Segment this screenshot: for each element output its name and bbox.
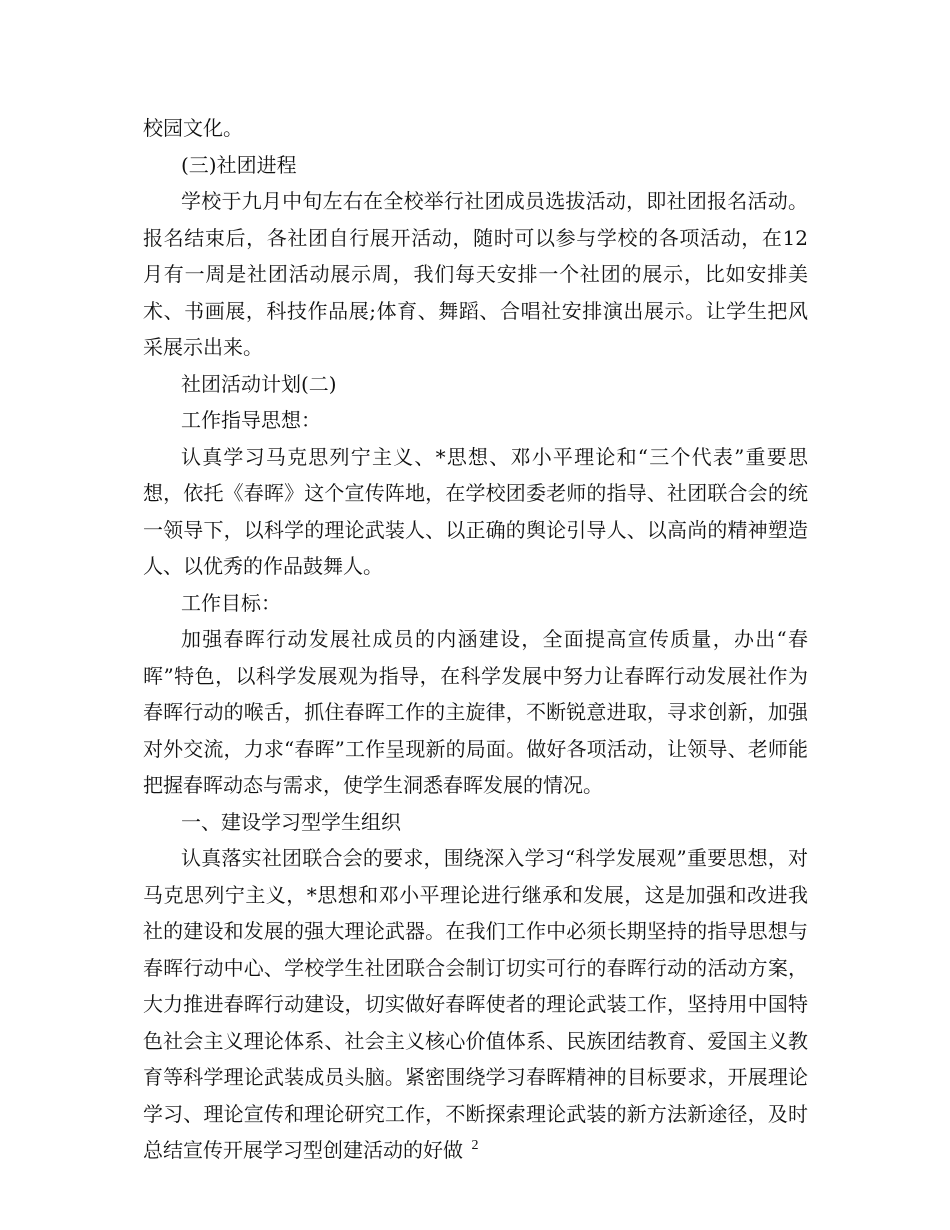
paragraph-4: 社团活动计划(二) xyxy=(181,371,337,396)
paragraph-9: 一、建设学习型学生组织 xyxy=(181,809,401,834)
paragraph-7: 工作目标： xyxy=(181,590,281,615)
paragraph-2: (三)社团进程 xyxy=(181,152,297,177)
paragraph-8: 加强春晖行动发展社成员的内涵建设，全面提高宣传质量，办出“春晖”特色，以科学发展观为指导，在科学发展中努力让春晖行动发展社作为春晖行动的喉舌，抓住春晖工作的主旋律，不断锐意进取，寻求创新，加强对外交流，力求“春晖”工作呈现新的局面。做好各项活动，让领导、老师能把握春晖动态与需求，使学生洞悉春晖发展的情况。 xyxy=(143,627,808,797)
document-body xyxy=(143,110,808,1169)
paragraph-10: 认真落实社团联合会的要求，围绕深入学习“科学发展观”重要思想，对马克思列宁主义，*思想和邓小平理论进行继承和发展，这是加强和改进我社的建设和发展的强大理论武器。在我们工作中必须长期坚持的指导思想与春晖行动中心、学校学生社团联合会制订切实可行的春晖行动的活动方案，大力推进春晖行动建设，切实做好春晖使者的理论武装工作，坚持用中国特色社会主义理论体系、社会主义核心价值体系、民族团结教育、爱国主义教育等科学理论武装成员头脑。紧密围绕学习春晖精神的目标要求，开展理论学习、理论宣传和理论研究工作，不断探索理论武装的新方法新途径，及时总结宣传开展学习型创建活动的好做 xyxy=(143,846,808,1162)
page-number: 2 xyxy=(471,1138,479,1153)
paragraph-1: 校园文化。 xyxy=(143,116,243,140)
paragraph-6: 认真学习马克思列宁主义、*思想、邓小平理论和“三个代表”重要思想，依托《春晖》这个宣传阵地，在学校团委老师的指导、社团联合会的统一领导下，以科学的理论武装人、以正确的舆论引导人、以高尚的精神塑造人、以优秀的作品鼓舞人。 xyxy=(143,444,808,578)
paragraph-5: 工作指导思想： xyxy=(181,408,321,432)
paragraph-3: 学校于九月中旬左右在全校举行社团成员选拔活动，即社团报名活动。报名结束后，各社团自行展开活动，随时可以参与学校的各项活动，在12月有一周是社团活动展示周，我们每天安排一个社团的展示，比如安排美术、书画展，科技作品展;体育、舞蹈、合唱社安排演出展示。让学生把风采展示出来。 xyxy=(143,189,808,359)
